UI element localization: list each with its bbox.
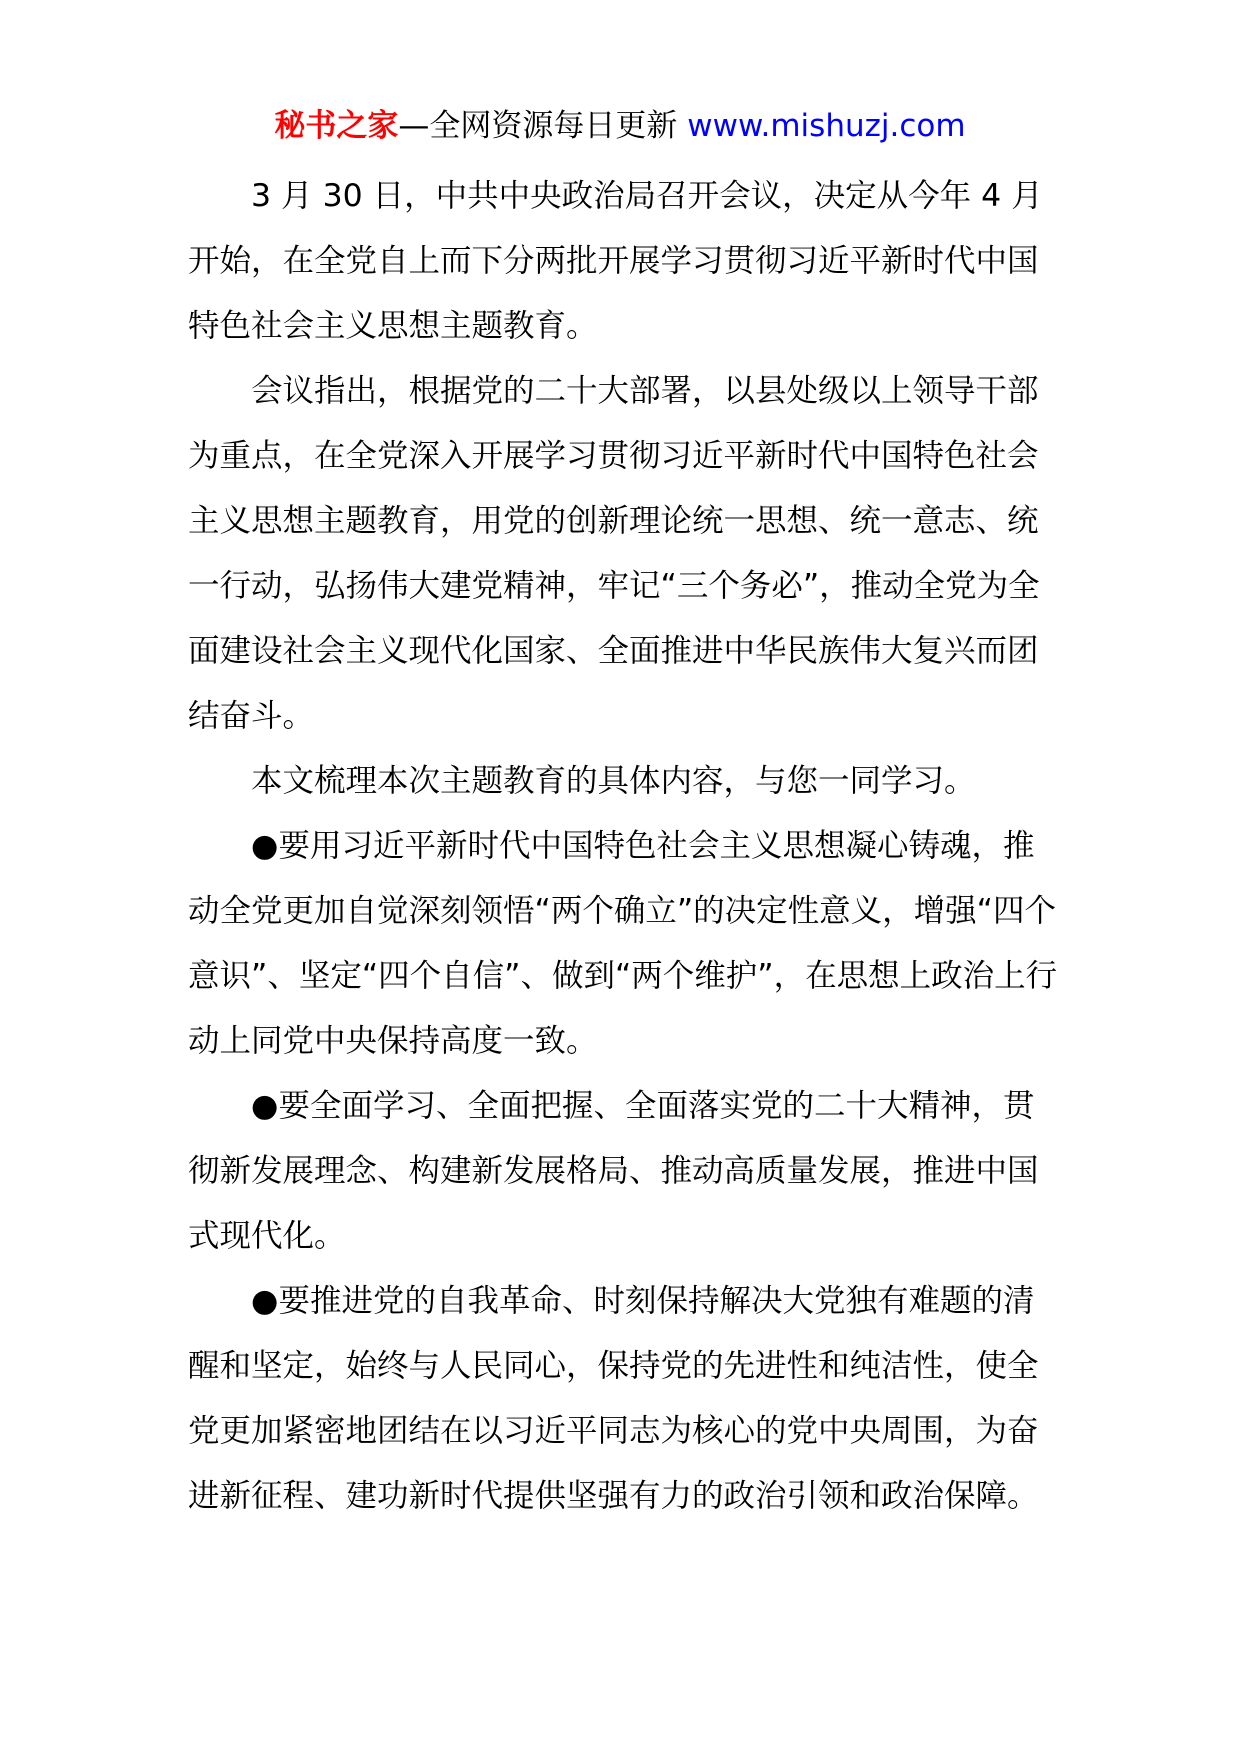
paragraph-bullet-1: ●要用习近平新时代中国特色社会主义思想凝心铸魂，推动全党更加自觉深刻领悟“两个确立”的决定性意义，增强“四个意识”、坚定“四个自信”、做到“两个维护”，在思想上政治上行动上同党中央保持高度一致。	[188, 828, 1058, 1059]
paragraph-meeting-points: 会议指出，根据党的二十大部署，以县处级以上领导干部为重点，在全党深入开展学习贯彻习近平新时代中国特色社会主义思想主题教育，用党的创新理论统一思想、统一意志、统一行动，弘扬伟大建党精神，牢记“三个务必”，推动全党为全面建设社会主义现代化国家、全面推进中华民族伟大复兴而团结奋斗。	[188, 373, 1040, 734]
paragraph-bullet-2: ●要全面学习、全面把握、全面落实党的二十大精神，贯彻新发展理念、构建新发展格局、推动高质量发展，推进中国式现代化。	[188, 1088, 1039, 1254]
page-header	[0, 104, 1240, 148]
paragraph-intro: 3 月 30 日，中共中央政治局召开会议，决定从今年 4 月开始，在全党自上而下分两批开展学习贯彻习近平新时代中国特色社会主义思想主题教育。	[188, 178, 1043, 344]
paragraph-summary-note: 本文梳理本次主题教育的具体内容，与您一同学习。	[251, 763, 976, 799]
site-brand: 秘书之家	[274, 108, 399, 144]
site-url-link[interactable]: www.mishuzj.com	[687, 108, 966, 144]
paragraph-bullet-3: ●要推进党的自我革命、时刻保持解决大党独有难题的清醒和坚定，始终与人民同心，保持党的先进性和纯洁性，使全党更加紧密地团结在以习近平同志为核心的党中央周围，为奋进新征程、建功新时代提供坚强有力的政治引领和政治保障。	[188, 1283, 1039, 1514]
site-tagline: —全网资源每日更新	[398, 108, 678, 144]
document-body	[188, 164, 1058, 1529]
